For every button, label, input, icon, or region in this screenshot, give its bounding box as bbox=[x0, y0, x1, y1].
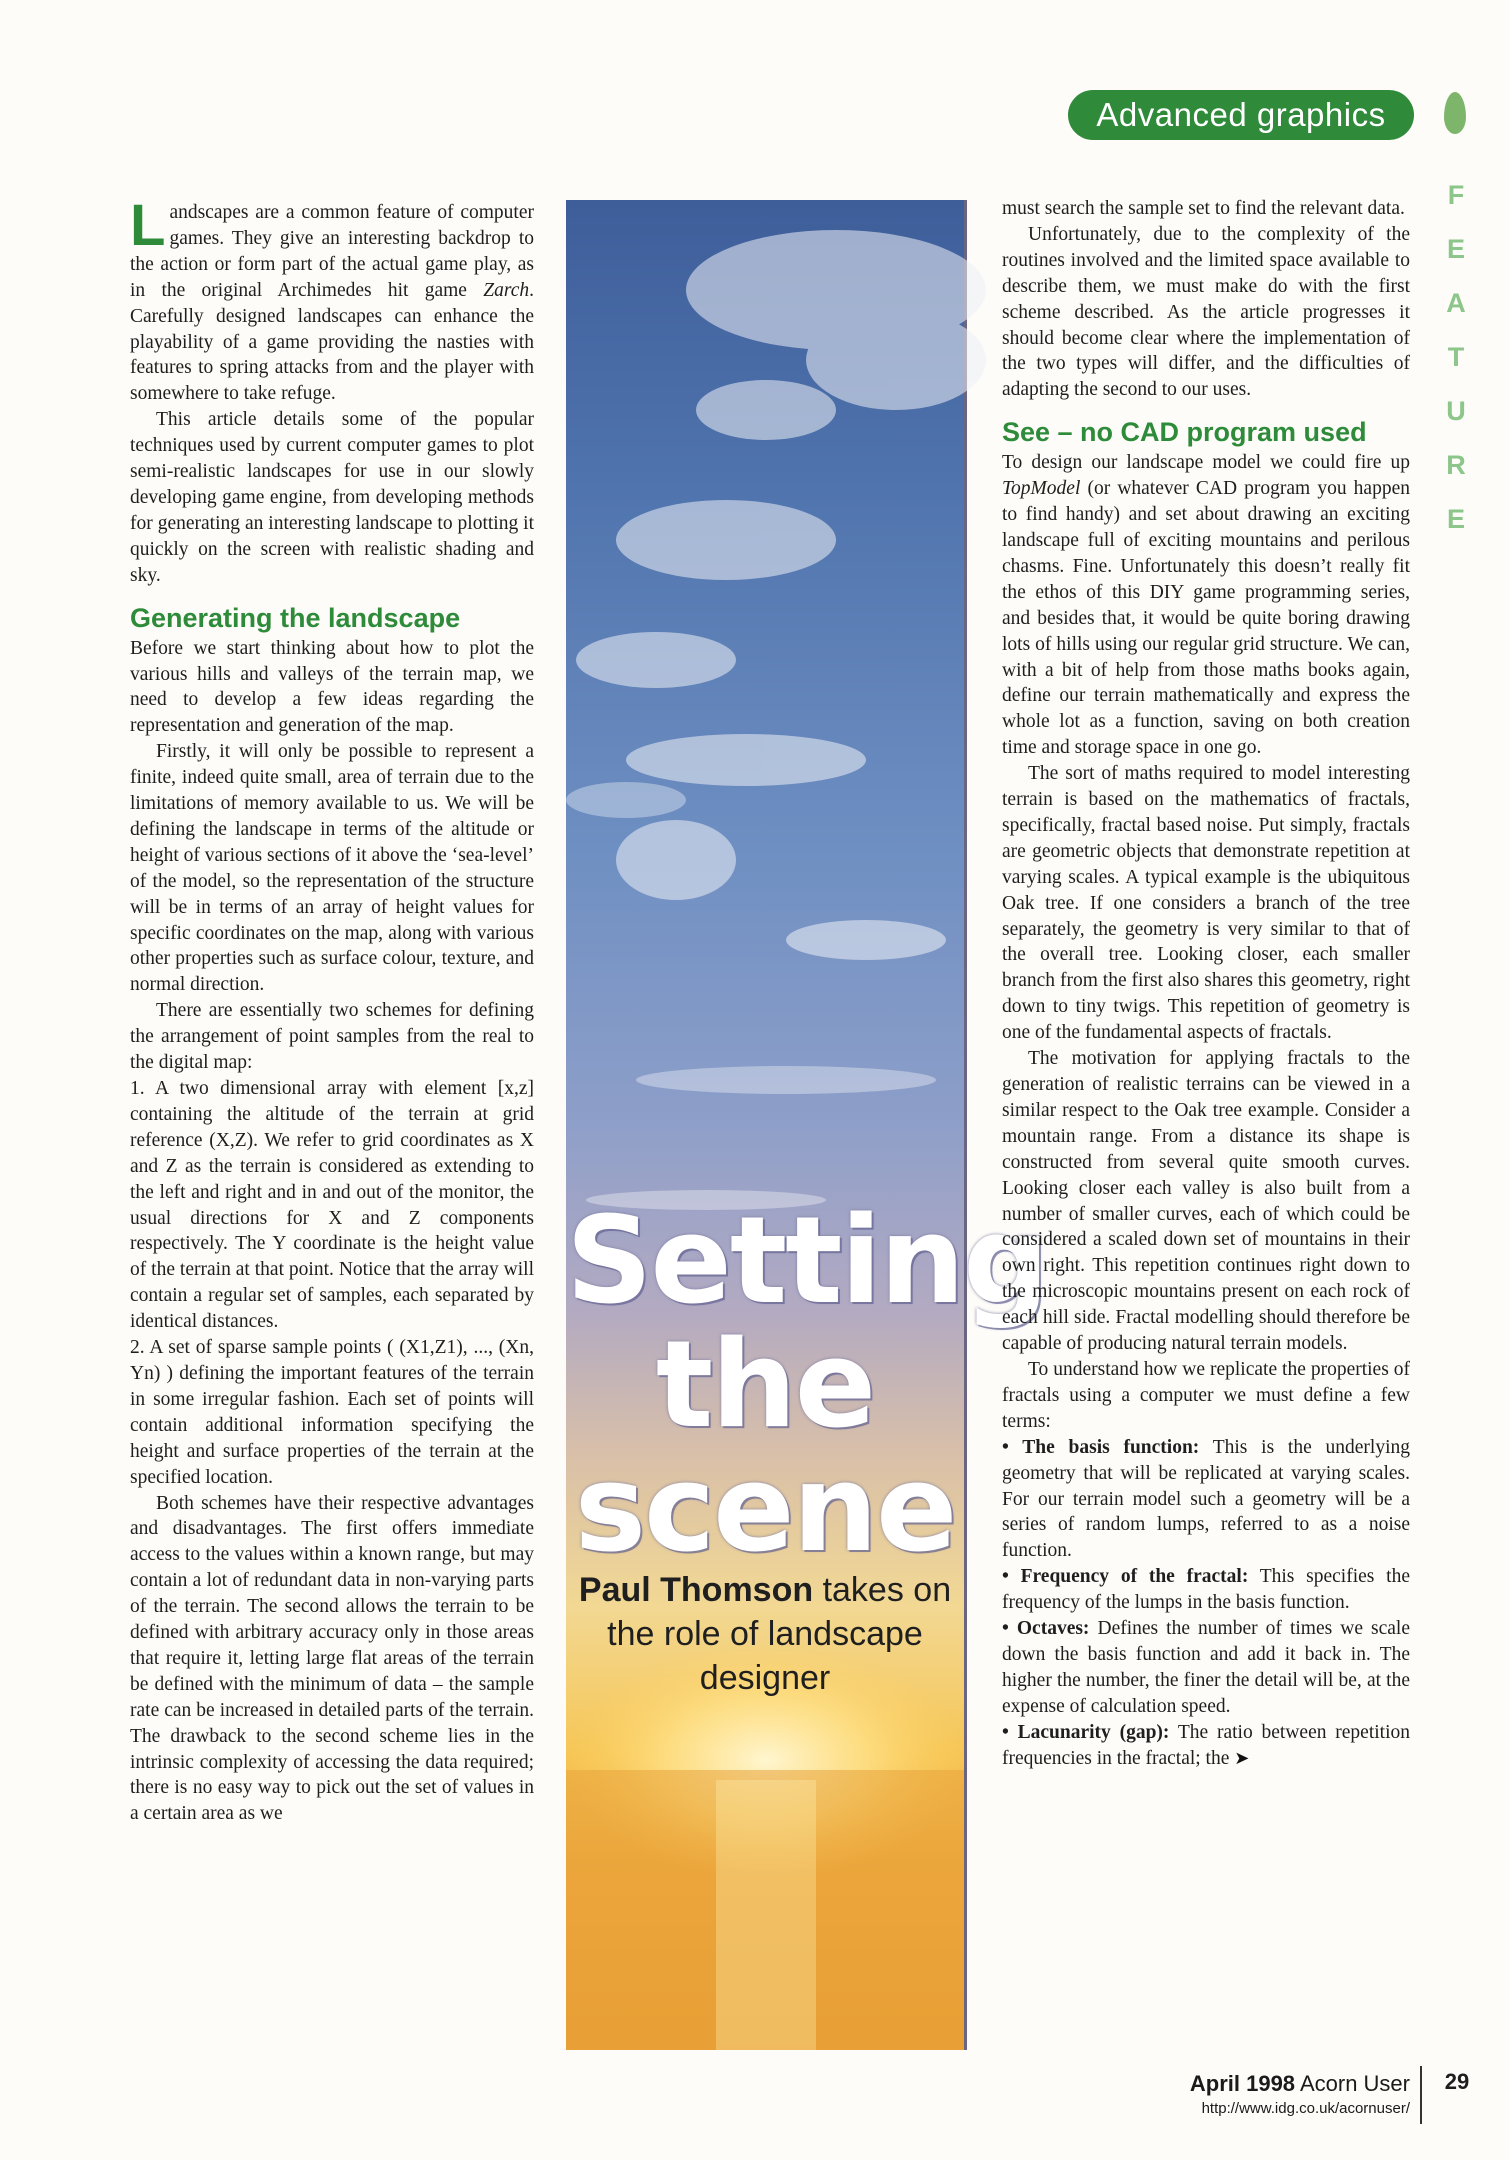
body-text: andscapes are a common feature of computer games. They give an interesting backdrop to the action or form part of the actual game play, as in the original Archimedes hit game bbox=[130, 202, 534, 301]
feature-letter: E bbox=[1446, 234, 1465, 264]
list-item: 1. A two dimensional array with element [x,z] containing the altitude of the terrain at grid reference (X,Z). We refer to grid coordinates as X and Z as the terrain is considered as extending to the left and right and in and out of the monitor, the usual directions for X and Z components respectively. The Y coordinate is the height value of the terrain at that point. Notice that the array will contain a regular set of samples, each separated by identical distances. bbox=[130, 1078, 534, 1333]
page-footer bbox=[1110, 2070, 1410, 2120]
paragraph: There are essentially two schemes for defining the arrangement of point samples from the real to the digital map: bbox=[130, 1000, 534, 1074]
bullet-text: This specifies the frequency of the lumps in the basis function. bbox=[1002, 1566, 1410, 1614]
issue-line bbox=[1110, 2070, 1410, 2098]
article-column-left bbox=[130, 193, 534, 1827]
standfirst bbox=[566, 1568, 964, 1700]
bullet-item bbox=[1002, 1564, 1410, 1616]
feature-letter: E bbox=[1446, 504, 1465, 534]
standfirst-text: takes on the role of landscape designer bbox=[607, 1571, 952, 1697]
bullet-item bbox=[1002, 1616, 1410, 1720]
leaf-icon bbox=[1444, 92, 1466, 134]
bullet-term: • Frequency of the fractal: bbox=[1002, 1566, 1249, 1588]
feature-letter: F bbox=[1447, 180, 1465, 210]
title-line: scene bbox=[574, 1440, 956, 1579]
feature-letter: A bbox=[1446, 288, 1466, 318]
author-name: Paul Thomson bbox=[578, 1571, 814, 1609]
bullet-item bbox=[1002, 1720, 1410, 1772]
bullet-item bbox=[1002, 1435, 1410, 1565]
paragraph: must search the sample set to find the relevant data. bbox=[1002, 198, 1405, 219]
game-title: Zarch bbox=[483, 279, 530, 301]
bullet-text: This is the underlying geometry that will be replicated at varying scales. For our terrain model such a geometry will be a series of random lumps, referred to as a noise function. bbox=[1002, 1436, 1410, 1562]
title-line: Setting bbox=[566, 1192, 1047, 1331]
title-line: the bbox=[655, 1316, 875, 1455]
page-number: 29 bbox=[1420, 2066, 1492, 2124]
paragraph: To understand how we replicate the properties of fractals using a computer we must define a few terms: bbox=[1002, 1358, 1410, 1432]
program-name: TopModel bbox=[1002, 478, 1081, 500]
section-tag: Advanced graphics bbox=[1068, 90, 1414, 140]
article-column-right bbox=[1002, 196, 1410, 1771]
feature-letter: R bbox=[1446, 450, 1466, 480]
continue-arrow-icon: ➤ bbox=[1234, 1747, 1250, 1769]
issue-date: April 1998 bbox=[1189, 2071, 1296, 2096]
bullet-term: • Lacunarity (gap): bbox=[1002, 1721, 1170, 1743]
paragraph: The sort of maths required to model interesting terrain is based on the mathematics of fractals, specifically, fractal based noise. Put simply, fractals are geometric objects that demonstrate repetition at varying scales. A typical example is the ubiquitous Oak tree. If one considers a branch of the tree separately, the geometry is very similar to that of the overall tree. Looking closer, each smaller branch from the first also shares this geometry, right down to tiny twigs. This repetition of geometry is one of the fundamental aspects of fractals. bbox=[1002, 763, 1410, 1044]
subheading: Generating the landscape bbox=[130, 602, 461, 633]
paragraph: Firstly, it will only be possible to represent a finite, indeed quite small, area of terrain due to the limitations of memory available to us. We will be defining the landscape in terms of the altitude or height of various sections of it above the ‘sea-level’ of the model, so the representation of the structure will be in terms of an array of height values for specific coordinates on the map, along with various other properties such as surface colour, texture, and normal direction. bbox=[130, 741, 534, 996]
paragraph: The motivation for applying fractals to the generation of realistic terrains can be viewed in a similar respect to the Oak tree example. Consider a mountain range. From a distance its shape is constructed from several quite smooth curves. Looking closer each valley is also built from a number of smaller curves, each of which could be considered a scaled down set of mountains in their own right. This repetition continues right down to the microscopic mountains present on each rock of each hill side. Fractal modelling should therefore be capable of producing natural terrain models. bbox=[1002, 1048, 1410, 1355]
magazine-url: http://www.idg.co.uk/acornuser/ bbox=[1201, 2100, 1410, 2117]
body-text: . Carefully designed landscapes can enhance the playability of a game providing the nasties with features to spring attacks from and the player with somewhere to take refuge. bbox=[130, 279, 534, 405]
paragraph: Both schemes have their respective advantages and disadvantages. The first offers immediate access to the values within a known range, but may contain a lot of redundant data in non-varying parts of the terrain. The second allows the terrain to be defined with arbitrary accuracy only in those areas that require it, letting large flat areas of the terrain be defined with the minimum of data – the sample rate can be increased in detailed parts of the terrain. The drawback to the second scheme lies in the intrinsic complexity of accessing the data required; there is no easy way to pick out the set of values in a certain area as we bbox=[130, 1492, 534, 1825]
subheading: See – no CAD program used bbox=[1002, 417, 1367, 448]
drop-cap: L bbox=[130, 193, 166, 258]
bullet-text: Defines the number of times we scale down the basis function and add it back in. The higher the number, the finer the detail will be, at the expense of calculation speed. bbox=[1002, 1618, 1410, 1717]
body-text: To design our landscape model we could fire up bbox=[1002, 452, 1410, 474]
feature-letter: U bbox=[1446, 396, 1466, 426]
bullet-text: The ratio between repetition frequencies in the fractal; the bbox=[1002, 1721, 1410, 1769]
paragraph: Unfortunately, due to the complexity of the routines involved and the limited space available to describe them, we must make do with the first scheme described. As the article progresses it should become clear where the implementation of the two types will differ, and the difficulties of adapting the second to our uses. bbox=[1002, 223, 1410, 401]
list-item: 2. A set of sparse sample points ( (X1,Z1), ..., (Xn, Yn) ) defining the important features of the terrain in some irregular fashion. Each set of points will contain additional information specifying the height and surface properties of the terrain at the specified location. bbox=[130, 1337, 534, 1488]
bullet-term: • The basis function: bbox=[1002, 1436, 1200, 1458]
feature-side-label bbox=[1432, 168, 1480, 546]
feature-letter: T bbox=[1447, 342, 1465, 372]
paragraph bbox=[1002, 450, 1410, 761]
bullet-term: • Octaves: bbox=[1002, 1618, 1090, 1640]
magazine-name: Acorn User bbox=[1299, 2071, 1410, 2096]
paragraph: Before we start thinking about how to plot the various hills and valleys of the terrain map, we need to develop a few ideas regarding the representation and generation of the map. bbox=[130, 637, 534, 737]
paragraph: This article details some of the popular techniques used by current computer games to plot semi-realistic landscapes for use in our slowly developing game engine, from developing methods for generating an interesting landscape to plotting it quickly on the screen with realistic shading and sky. bbox=[130, 409, 534, 586]
intro-paragraph bbox=[130, 193, 534, 407]
body-text: (or whatever CAD program you happen to find handy) and set about drawing an exciting landscape full of exciting mountains and perilous chasms. Fine. Unfortunately this doesn’t really fit the ethos of this DIY game programming series, and besides that, it would be quite boring drawing lots of hills using our regular grid structure. We can, with a bit of help from those maths books again, define our terrain mathematically and express the whole lot as a function, saving on both creation time and storage space in one go. bbox=[1002, 478, 1410, 759]
